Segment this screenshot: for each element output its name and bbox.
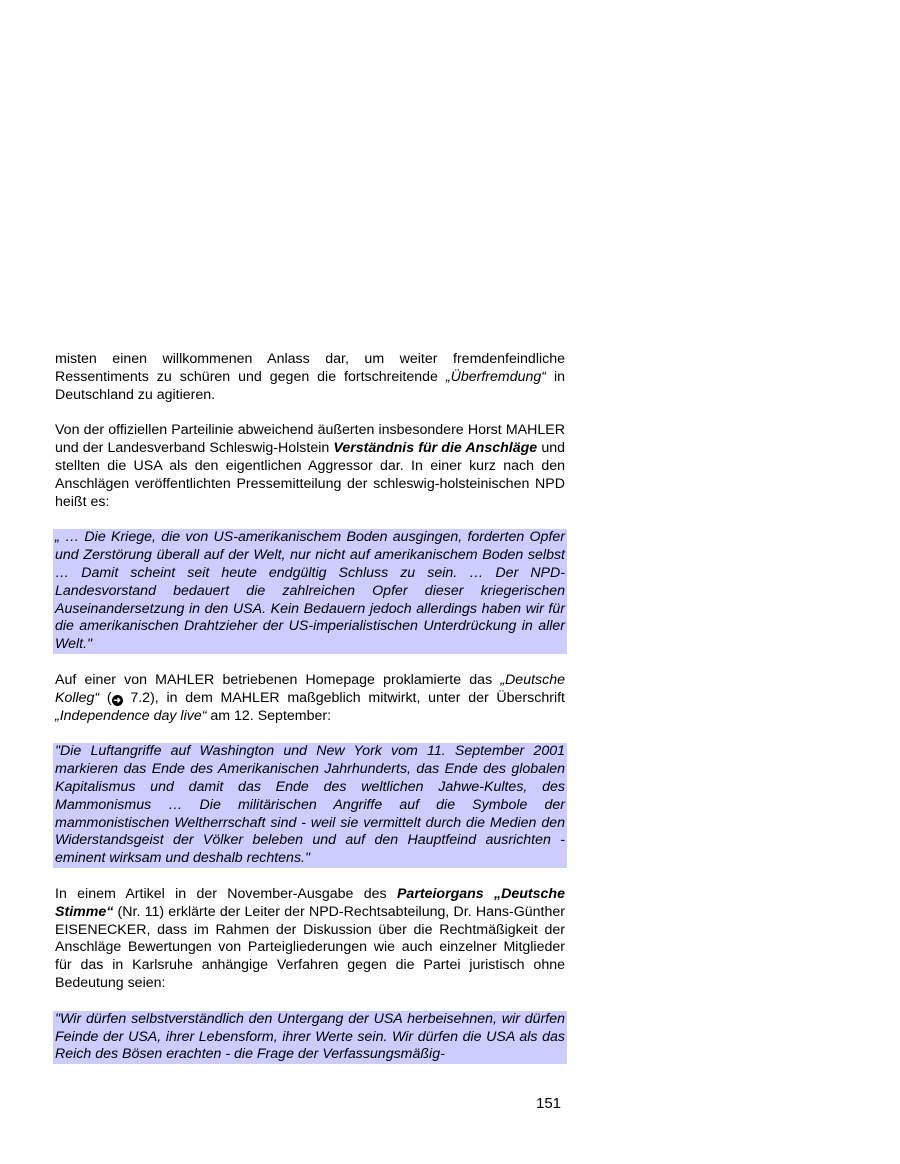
paragraph-text: und stellten die USA als den eigentlichen Aggressor dar. In einer kurz nach den Anschlägen veröffentlichten Pressemitteilung der schleswig-holsteinischen NPD heißt es:	[55, 440, 565, 510]
quote-eisenecker: "Wir dürfen selbstverständlich den Untergang der USA herbeisehnen, wir dürfen Feinde der USA, ihrer Lebensform, ihrer Werte sein. Wir dürfen die USA als das Reich des Bösen erachten - die Frage der Verfassungsmäßig-	[55, 1010, 565, 1063]
page-number: 151	[536, 1095, 562, 1112]
page-body	[55, 351, 565, 1064]
paragraph-3	[55, 672, 565, 725]
paragraph-text: in Deutschland zu agitieren.	[55, 368, 565, 403]
emphasis-parteiorgan: Parteiorgans „Deutsche Stimme“	[55, 885, 565, 920]
paragraph-4	[55, 886, 565, 993]
paragraph-text: am 12. September:	[206, 707, 332, 724]
cross-reference[interactable]: 7.2	[130, 689, 151, 706]
emphasis-independence-day: „Independence day live“	[55, 707, 207, 724]
emphasis-verstaendnis: Verständnis für die Anschläge	[333, 440, 538, 457]
quote-homepage: "Die Luftangriffe auf Washington und New York vom 11. September 2001 markieren das Ende des Amerikanischen Jahrhunderts, das Ende des globalen Kapitalismus und damit das Ende des weltlichen Jahwe-Kultes, des Mammonismus … Die militärischen Angriffe auf die Symbole der mammonistischen Weltherrschaft sind - weil sie vermittelt durch die Medien den Widerstandsgeist der Völker beleben und auf den Hauptfeind ausrichten - eminent wirksam und deshalb rechtens."	[55, 743, 565, 867]
paragraph-text: (Nr. 11) erklärte der Leiter der NPD-Rechtsabteilung, Dr. Hans-Günther EISENECKER, dass im Rahmen der Diskussion über die Rechtmäßigkeit der Anschläge Bewertungen von Parteigliederungen wie auch einzelner Mitglieder für das in Karlsruhe anhängige Verfahren gegen die Partei juristisch ohne Bedeutung seien:	[55, 903, 565, 991]
paragraph-1	[55, 351, 565, 404]
emphasis-ueberfremdung: „Überfremdung“	[445, 368, 546, 385]
paragraph-text: misten einen willkommenen Anlass dar, um weiter fremdenfeindliche Ressentiments zu schüren und gegen die fortschreitende	[55, 351, 565, 385]
paragraph-text: (	[99, 689, 112, 706]
paragraph-text: In einem Artikel in der November-Ausgabe des	[55, 885, 397, 902]
quote-press-release: „ … Die Kriege, die von US-amerikanischem Boden ausgingen, forderten Opfer und Zerstörung überall auf der Welt, nur nicht auf amerikanischem Boden selbst … Damit scheint seit heute endgültig Schluss zu sein. … Der NPD-Landesvorstand bedauert die zahlreichen Opfer dieser kriegerischen Auseinandersetzung in den USA. Kein Bedauern jedoch allerdings haben wir für die amerikanischen Drahtzieher der US-imperialistischen Unterdrückung in aller Welt."	[55, 529, 565, 653]
emphasis-deutsche-kolleg: „Deutsche Kolleg“	[55, 671, 565, 706]
arrow-circle-icon: ➜	[113, 694, 121, 705]
paragraph-text: Auf einer von MAHLER betriebenen Homepage proklamierte das	[55, 671, 501, 688]
paragraph-2	[55, 422, 565, 511]
paragraph-text: Von der offiziellen Parteilinie abweichend äußerten insbesondere Horst MAHLER und der Landesverband Schleswig-Holstein	[55, 422, 565, 457]
paragraph-text: ), in dem MAHLER maßgeblich mitwirkt, unter der Überschrift	[150, 689, 565, 706]
